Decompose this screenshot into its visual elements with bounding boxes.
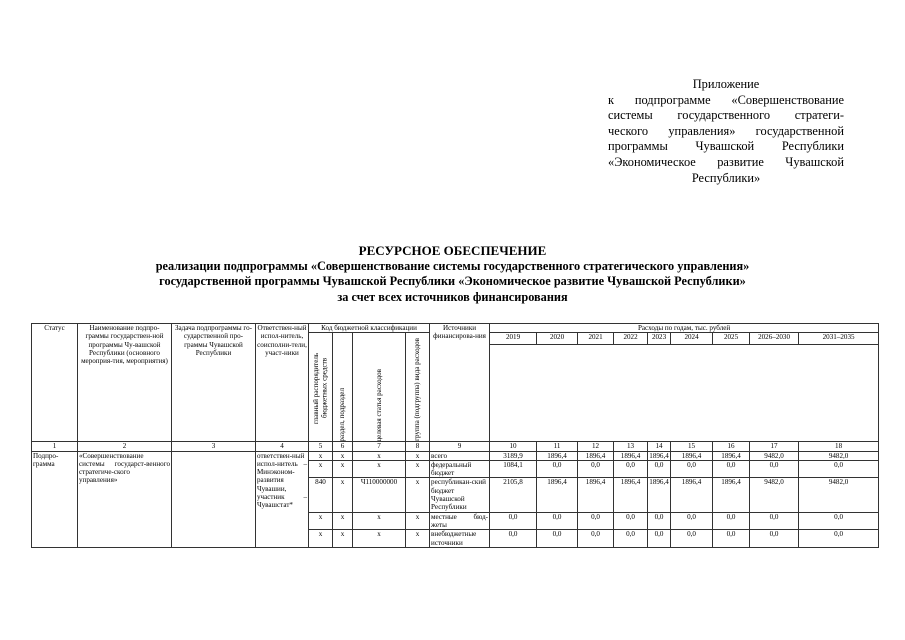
value-cell: 1896,4: [537, 478, 578, 512]
appendix-line: Приложение: [692, 77, 760, 91]
heading-line: за счет всех источников финансирования: [337, 289, 568, 304]
value-cell: 0,0: [490, 512, 537, 530]
column-number: 14: [648, 442, 671, 451]
column-number: 10: [490, 442, 537, 451]
source-cell: местные бюд-жеты: [431, 512, 489, 529]
value-cell: 0,0: [799, 512, 879, 530]
code-cell: x: [333, 478, 353, 512]
column-number: 7: [353, 442, 406, 451]
value-cell: 1896,4: [578, 451, 614, 460]
appendix-line: «Экономическое развитие Чувашской: [608, 154, 844, 169]
code-cell: x: [333, 460, 353, 478]
source-cell: внебюджетные источники: [430, 530, 490, 548]
column-number: 16: [713, 442, 750, 451]
header-year: 2026–2030: [750, 333, 799, 345]
header-code-kind: группа (подгруппа) вида расходов: [406, 333, 430, 442]
value-cell: 2105,8: [490, 478, 537, 512]
value-cell: 1896,4: [671, 478, 713, 512]
program-name-cell: «Совершенствование системы государст-венного стратегиче-ского управления»: [78, 451, 172, 547]
value-cell: 1084,1: [490, 460, 537, 478]
value-cell: 0,0: [537, 460, 578, 478]
column-numbers-row: [32, 442, 879, 451]
value-cell: 0,0: [614, 460, 648, 478]
header-code-group: Код бюджетной классификации: [309, 324, 430, 333]
value-cell: 0,0: [671, 460, 713, 478]
task-cell: [172, 451, 256, 547]
value-cell: 0,0: [614, 530, 648, 548]
column-number: 1: [32, 442, 78, 451]
header-year: 2024: [671, 333, 713, 345]
code-cell: x: [333, 512, 353, 530]
value-cell: 1896,4: [671, 451, 713, 460]
appendix-line: системы государственного стратеги-: [608, 108, 844, 123]
column-number: 3: [172, 442, 256, 451]
value-cell: 0,0: [799, 530, 879, 548]
value-cell: 0,0: [713, 460, 750, 478]
code-cell: x: [309, 460, 333, 478]
column-number: 18: [799, 442, 879, 451]
column-number: 13: [614, 442, 648, 451]
column-number: 12: [578, 442, 614, 451]
appendix-line: Республики»: [691, 170, 761, 185]
value-cell: 0,0: [648, 512, 671, 530]
header-years-filler: [490, 345, 879, 442]
code-cell: x: [353, 530, 406, 548]
value-cell: 0,0: [750, 530, 799, 548]
value-cell: 1896,4: [713, 478, 750, 512]
code-cell: x: [309, 451, 333, 460]
value-cell: 0,0: [713, 512, 750, 530]
code-cell: x: [309, 512, 333, 530]
value-cell: 0,0: [578, 530, 614, 548]
appendix-line: ческого управления» государственной: [608, 123, 844, 138]
value-cell: 0,0: [671, 530, 713, 548]
header-name: Наименование подпро-граммы государствен-ной программы Чу-вашской Республики (основного мероприя-тия, мероприятия): [78, 324, 172, 442]
value-cell: 0,0: [713, 530, 750, 548]
code-cell: x: [406, 478, 430, 512]
document-heading: [20, 243, 885, 305]
code-cell: 840: [309, 478, 333, 512]
header-year: 2031–2035: [799, 333, 879, 345]
heading-line: реализации подпрограммы «Совершенствование системы государственного стратегического управления»: [155, 258, 750, 273]
code-cell: x: [353, 512, 406, 530]
value-cell: 9482,0: [750, 451, 799, 460]
code-cell: x: [406, 530, 430, 548]
table-row: [32, 451, 879, 460]
appendix-line: к подпрограмме «Совершенствование: [608, 92, 844, 107]
value-cell: 1896,4: [578, 478, 614, 512]
value-cell: 1896,4: [614, 478, 648, 512]
code-cell: x: [406, 460, 430, 478]
header-year: 2020: [537, 333, 578, 345]
value-cell: 0,0: [614, 512, 648, 530]
header-code-section: раздел, подраздел: [333, 333, 353, 442]
header-code-grbs: главный распорядитель бюджетных средств: [309, 333, 333, 442]
column-number: 15: [671, 442, 713, 451]
value-cell: 9482,0: [799, 478, 879, 512]
value-cell: 9482,0: [799, 451, 879, 460]
header-task: Задача подпрограммы го-сударственной про-граммы Чувашской Республики: [172, 324, 256, 442]
value-cell: 0,0: [799, 460, 879, 478]
header-code-target: целевая статья расходов: [353, 333, 406, 442]
appendix-block: [608, 77, 844, 186]
value-cell: 0,0: [750, 512, 799, 530]
value-cell: 0,0: [648, 460, 671, 478]
code-cell: Ч110000000: [353, 478, 406, 512]
value-cell: 1896,4: [648, 478, 671, 512]
value-cell: 0,0: [578, 460, 614, 478]
header-expenses: Расходы по годам, тыс. рублей: [490, 324, 879, 333]
value-cell: 0,0: [578, 512, 614, 530]
status-cell: Подпро-грамма: [32, 451, 78, 547]
column-number: 2: [78, 442, 172, 451]
code-cell: x: [406, 512, 430, 530]
code-cell: x: [333, 530, 353, 548]
value-cell: 0,0: [648, 530, 671, 548]
value-cell: 1896,4: [537, 451, 578, 460]
source-cell: федеральный бюджет: [430, 460, 490, 478]
executor-cell: ответствен-ный испол-нитель – Минэконом-развития Чувашии, участник – Чувашстат*: [256, 451, 309, 547]
header-year: 2023: [648, 333, 671, 345]
column-number: 9: [430, 442, 490, 451]
code-cell: x: [406, 451, 430, 460]
header-year: 2022: [614, 333, 648, 345]
column-number: 11: [537, 442, 578, 451]
source-cell: всего: [430, 451, 490, 460]
column-number: 6: [333, 442, 353, 451]
code-cell: x: [309, 530, 333, 548]
code-cell: x: [353, 460, 406, 478]
value-cell: 0,0: [537, 530, 578, 548]
code-cell: x: [333, 451, 353, 460]
source-cell: республикан-ский бюджет Чувашской Республики: [430, 478, 490, 512]
column-number: 4: [256, 442, 309, 451]
column-number: 5: [309, 442, 333, 451]
resource-table: [31, 323, 879, 548]
heading-title: РЕСУРСНОЕ ОБЕСПЕЧЕНИЕ: [358, 243, 547, 258]
value-cell: 1896,4: [649, 451, 669, 460]
value-cell: 9482,0: [750, 478, 799, 512]
heading-line: государственной программы Чувашской Республики «Экономическое развитие Чувашской Республики»: [159, 274, 746, 289]
value-cell: 0,0: [490, 530, 537, 548]
value-cell: 0,0: [537, 512, 578, 530]
value-cell: 3189,9: [490, 451, 537, 460]
header-source: Источники финансирова-ния: [430, 324, 490, 442]
header-year: 2019: [490, 333, 537, 345]
header-year: 2025: [713, 333, 750, 345]
column-number: 8: [406, 442, 430, 451]
column-number: 17: [750, 442, 799, 451]
value-cell: 1896,4: [614, 451, 648, 460]
header-executor: Ответствен-ный испол-нитель, соисполни-тели, участ-ники: [256, 324, 309, 442]
value-cell: 0,0: [671, 512, 713, 530]
value-cell: 0,0: [750, 460, 799, 478]
value-cell: 1896,4: [713, 451, 750, 460]
header-year: 2021: [578, 333, 614, 345]
code-cell: x: [353, 451, 406, 460]
appendix-line: программы Чувашской Республики: [608, 139, 844, 154]
header-status: Статус: [32, 324, 78, 442]
